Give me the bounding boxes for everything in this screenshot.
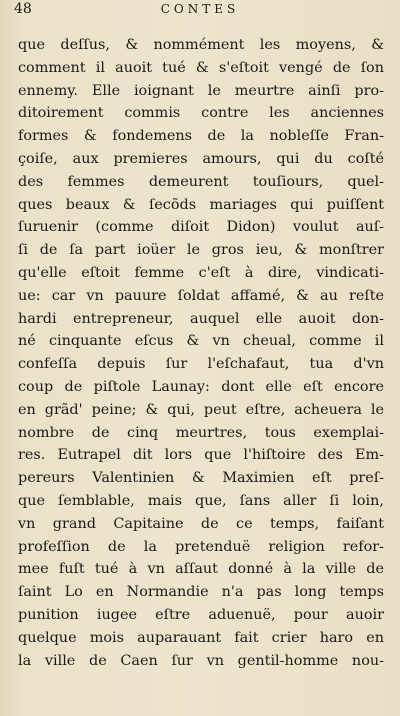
text-line: quelque mois auparauant fait crier haro en xyxy=(18,629,384,646)
text-line: que ſemblable, mais que, ſans aller ſi loin, xyxy=(18,492,384,509)
text-line: vn grand Capitaine de ce temps, faiſant xyxy=(18,515,384,532)
text-line: confeſſa depuis ſur l'eſchafaut, tua d'vn xyxy=(18,356,384,373)
text-line: né cinquante eſcus & vn cheual, comme il xyxy=(18,333,384,350)
text-line: res. Eutrapel dit lors que l'hiſtoire des Em- xyxy=(18,447,384,464)
text-line: profeſſion de la pretenduë religion refor- xyxy=(18,538,384,555)
text-line: ſuruenir (comme diſoit Didon) voulut auſ- xyxy=(18,219,384,236)
text-line: la ville de Caen ſur vn gentil-homme nou- xyxy=(18,652,384,669)
text-line: des femmes demeurent touſiours, quel- xyxy=(18,173,384,190)
text-line: que deſſus, & nommément les moyens, & xyxy=(18,37,384,53)
text-line: hardi entrepreneur, auquel elle auoit don- xyxy=(18,310,384,327)
running-title: CONTES xyxy=(160,2,240,16)
page-number: 48 xyxy=(14,1,32,17)
text-line: ques beaux & ſecõds mariages qui puiſſent xyxy=(18,196,384,213)
text-line: nombre de cinq meurtres, tous exemplai- xyxy=(18,424,384,441)
text-line: ditoirement commis contre les anciennes xyxy=(18,105,384,122)
text-line: en grãd' peine; & qui, peut eſtre, acheuera le xyxy=(18,401,384,418)
text-line: qu'elle eſtoit femme c'eſt à dire, vindicati- xyxy=(18,264,384,281)
text-line: comment il auoit tué & s'eſtoit vengé de ſon xyxy=(18,59,384,76)
text-line: ſi de ſa part ioüer le gros ieu, & monſtrer xyxy=(18,242,384,259)
text-line: coup de piſtole Launay: dont elle eſt encore xyxy=(18,378,384,395)
text-line: formes & fondemens de la nobleſſe Fran- xyxy=(18,128,384,145)
text-line: ſaint Lo en Normandie n'a pas long temps xyxy=(18,584,384,601)
text-line: ue: car vn pauure ſoldat affamé, & au reſte xyxy=(18,287,384,304)
text-line: mee fuſt tué à vn aſſaut donné à la ville de xyxy=(18,561,384,578)
body-text xyxy=(18,34,384,672)
text-line: punition iugee eſtre aduenuë, pour auoir xyxy=(18,606,384,623)
text-line: ennemy. Elle ioignant le meurtre ainſi pro- xyxy=(18,82,384,99)
text-line: pereurs Valentinien & Maximien eſt preſ- xyxy=(18,470,384,487)
text-line: çoiſe, aux premieres amours, qui du coſté xyxy=(18,150,384,167)
